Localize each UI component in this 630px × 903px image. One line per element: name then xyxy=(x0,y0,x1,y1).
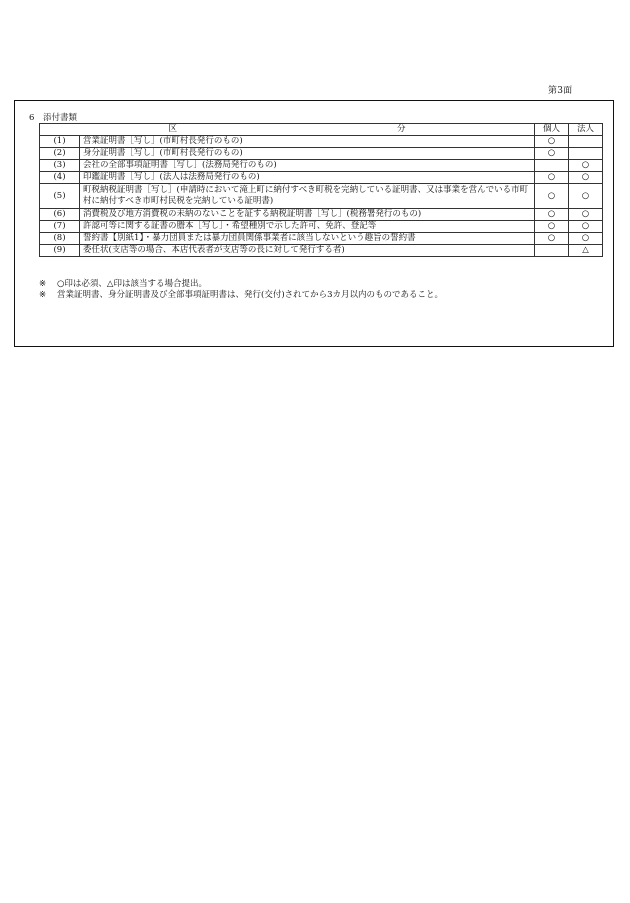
row-individual-mark xyxy=(535,160,569,172)
row-description: 営業証明書［写し］(市町村長発行のもの) xyxy=(80,136,535,148)
row-corporation-mark: ○ xyxy=(569,233,603,245)
row-description: 誓約書【別紙1】・暴力団員または暴力団員関係事業者に該当しないという趣旨の誓約書 xyxy=(80,233,535,245)
row-description: 身分証明書［写し］(市町村長発行のもの) xyxy=(80,148,535,160)
row-number: (3) xyxy=(40,160,80,172)
row-number: (1) xyxy=(40,136,80,148)
row-number: (7) xyxy=(40,221,80,233)
attachment-table xyxy=(39,123,603,257)
table-row xyxy=(40,148,603,160)
note-mark: ※ xyxy=(39,279,47,289)
section-number: 6 xyxy=(29,113,35,123)
note-mark: ※ xyxy=(39,290,47,300)
row-corporation-mark: ○ xyxy=(569,209,603,221)
row-individual-mark: ○ xyxy=(535,209,569,221)
row-corporation-mark: ○ xyxy=(569,184,603,209)
row-description: 消費税及び地方消費税の未納のないことを証する納税証明書［写し］(税務署発行のもの) xyxy=(80,209,535,221)
row-individual-mark: ○ xyxy=(535,172,569,184)
row-number: (2) xyxy=(40,148,80,160)
row-number: (8) xyxy=(40,233,80,245)
header-kubun xyxy=(40,124,535,136)
section-heading xyxy=(29,111,77,123)
row-individual-mark: ○ xyxy=(535,184,569,209)
table-row xyxy=(40,221,603,233)
row-description: 委任状(支店等の場合、本店代表者が支店等の長に対して発行する者) xyxy=(80,245,535,257)
row-corporation-mark xyxy=(569,148,603,160)
row-corporation-mark: ○ xyxy=(569,172,603,184)
note-item xyxy=(39,290,443,301)
table-row xyxy=(40,245,603,257)
row-description: 会社の全部事項証明書［写し］(法務局発行のもの) xyxy=(80,160,535,172)
page-number: 第3面 xyxy=(548,86,573,96)
header-kubun-left: 区 xyxy=(168,124,177,134)
row-number: (4) xyxy=(40,172,80,184)
row-individual-mark: ○ xyxy=(535,136,569,148)
row-individual-mark: ○ xyxy=(535,148,569,160)
header-individual: 個人 xyxy=(535,124,569,136)
table-row xyxy=(40,172,603,184)
row-individual-mark: ○ xyxy=(535,221,569,233)
row-corporation-mark: △ xyxy=(569,245,603,257)
row-corporation-mark: ○ xyxy=(569,221,603,233)
table-row xyxy=(40,184,603,209)
attachment-section-frame xyxy=(14,100,614,347)
table-row xyxy=(40,160,603,172)
table-row xyxy=(40,136,603,148)
note-text: ○印は必須、△印は該当する場合提出。 xyxy=(57,279,207,289)
section-title: 添付書類 xyxy=(43,113,78,123)
note-item xyxy=(39,279,443,290)
header-corporation: 法人 xyxy=(569,124,603,136)
row-corporation-mark: ○ xyxy=(569,160,603,172)
row-number: (5) xyxy=(40,184,80,209)
notes xyxy=(39,279,443,301)
row-number: (6) xyxy=(40,209,80,221)
note-text: 営業証明書、身分証明書及び全部事項証明書は、発行(交付)されてから3カ月以内のものであること。 xyxy=(57,290,444,300)
row-number: (9) xyxy=(40,245,80,257)
row-individual-mark: ○ xyxy=(535,233,569,245)
table-row xyxy=(40,233,603,245)
row-description: 印鑑証明書［写し］(法人は法務局発行のもの) xyxy=(80,172,535,184)
row-description: 許認可等に関する証書の謄本［写し］・希望種別で示した許可、免許、登記等 xyxy=(80,221,535,233)
table-row xyxy=(40,209,603,221)
row-description: 町税納税証明書［写し］(申請時において滝上町に納付すべき町税を完納している証明書、又は事業を営んでいる市町村に納付すべき市町村民税を完納している証明書) xyxy=(80,184,535,209)
table-header-row xyxy=(40,124,603,136)
row-corporation-mark xyxy=(569,136,603,148)
header-kubun-right: 分 xyxy=(397,124,406,134)
row-individual-mark xyxy=(535,245,569,257)
